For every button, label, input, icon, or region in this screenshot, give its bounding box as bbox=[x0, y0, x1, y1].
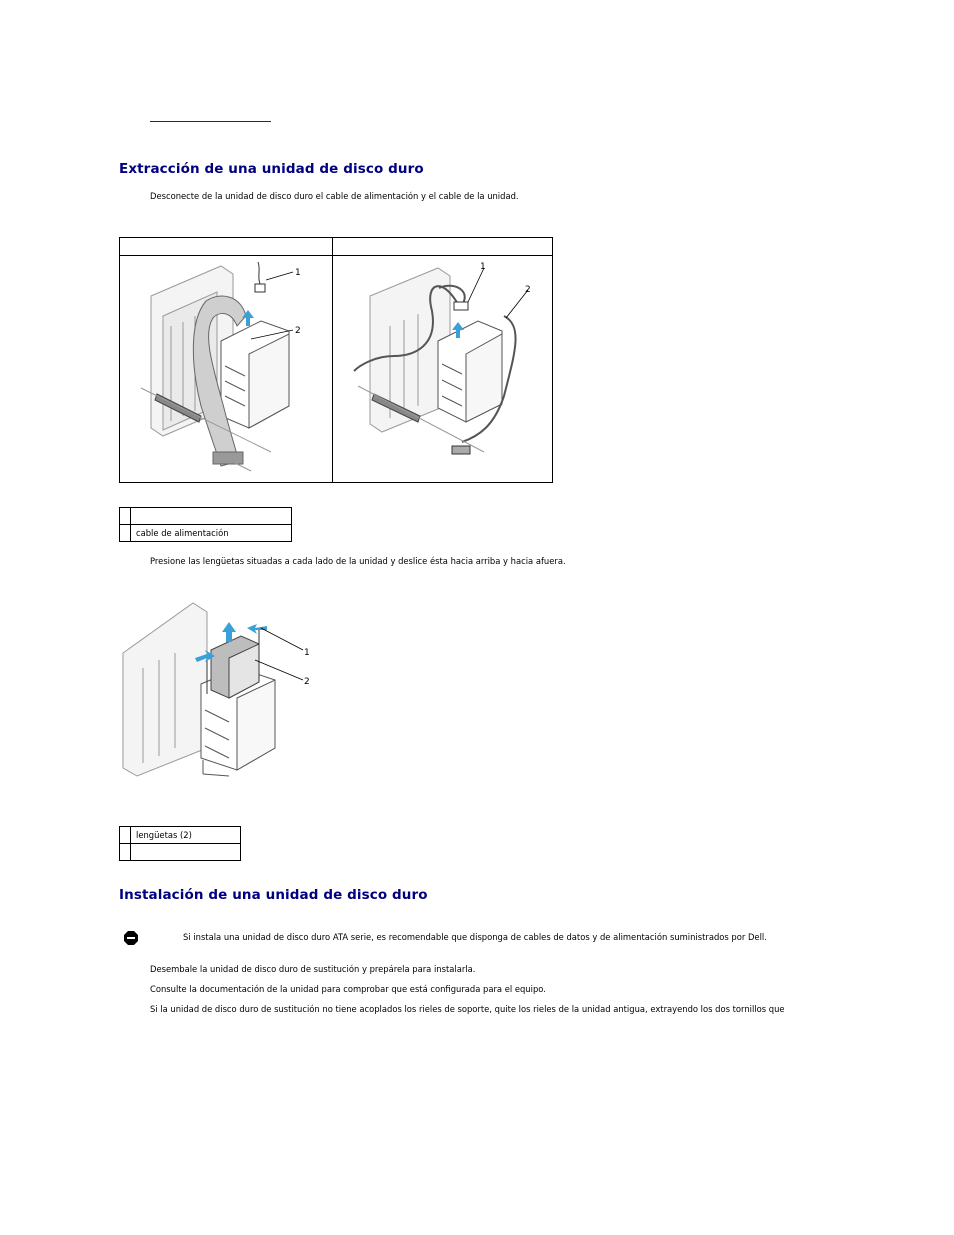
removal-step-2: Presione las lengüetas situadas a cada lado de la unidad y deslice ésta hacia arriba y hacia afuera. bbox=[150, 556, 566, 566]
legend-label bbox=[131, 508, 292, 525]
install-step-2: Consulte la documentación de la unidad para comprobar que está configurada para el equipo. bbox=[150, 984, 546, 994]
figure-header-row bbox=[120, 238, 552, 256]
tabs-callout-1: 1 bbox=[304, 648, 310, 658]
left-callout-2: 2 bbox=[295, 326, 301, 336]
table-row bbox=[120, 525, 292, 542]
notice-text: Si instala una unidad de disco duro ATA serie, es recomendable que disponga de cables de datos y de alimentación suministrados por Dell. bbox=[183, 932, 767, 942]
legend-table-2 bbox=[119, 826, 241, 861]
removal-step-1: Desconecte de la unidad de disco duro el cable de alimentación y el cable de la unidad. bbox=[150, 191, 519, 201]
legend-label: lengüetas (2) bbox=[131, 827, 241, 844]
legend-label: cable de alimentación bbox=[131, 525, 292, 542]
ide-drive-illustration bbox=[121, 256, 331, 482]
legend-num bbox=[120, 827, 131, 844]
cable-disconnect-figure bbox=[119, 237, 553, 483]
table-row bbox=[120, 827, 241, 844]
legend-table-1 bbox=[119, 507, 292, 542]
table-row bbox=[120, 844, 241, 861]
left-callout-1: 1 bbox=[295, 268, 301, 278]
section-heading-removal: Extracción de una unidad de disco duro bbox=[119, 161, 424, 177]
install-step-1: Desembale la unidad de disco duro de sustitución y prepárela para instalarla. bbox=[150, 964, 476, 974]
legend-num bbox=[120, 525, 131, 542]
right-callout-1: 1 bbox=[480, 262, 486, 272]
section-heading-installation: Instalación de una unidad de disco duro bbox=[119, 887, 428, 903]
sata-drive-illustration bbox=[334, 256, 551, 482]
legend-num bbox=[120, 844, 131, 861]
notice-icon bbox=[123, 930, 139, 946]
legend-label bbox=[131, 844, 241, 861]
table-row bbox=[120, 508, 292, 525]
legend-num bbox=[120, 508, 131, 525]
install-step-3: Si la unidad de disco duro de sustitución no tiene acoplados los rieles de soporte, quite los rieles de la unidad antigua, extrayendo los dos tornillos que bbox=[150, 1004, 785, 1014]
top-link[interactable] bbox=[150, 121, 271, 122]
drive-tabs-illustration bbox=[119, 598, 319, 778]
figure-divider bbox=[332, 238, 333, 482]
right-callout-2: 2 bbox=[525, 285, 531, 295]
tabs-callout-2: 2 bbox=[304, 677, 310, 687]
